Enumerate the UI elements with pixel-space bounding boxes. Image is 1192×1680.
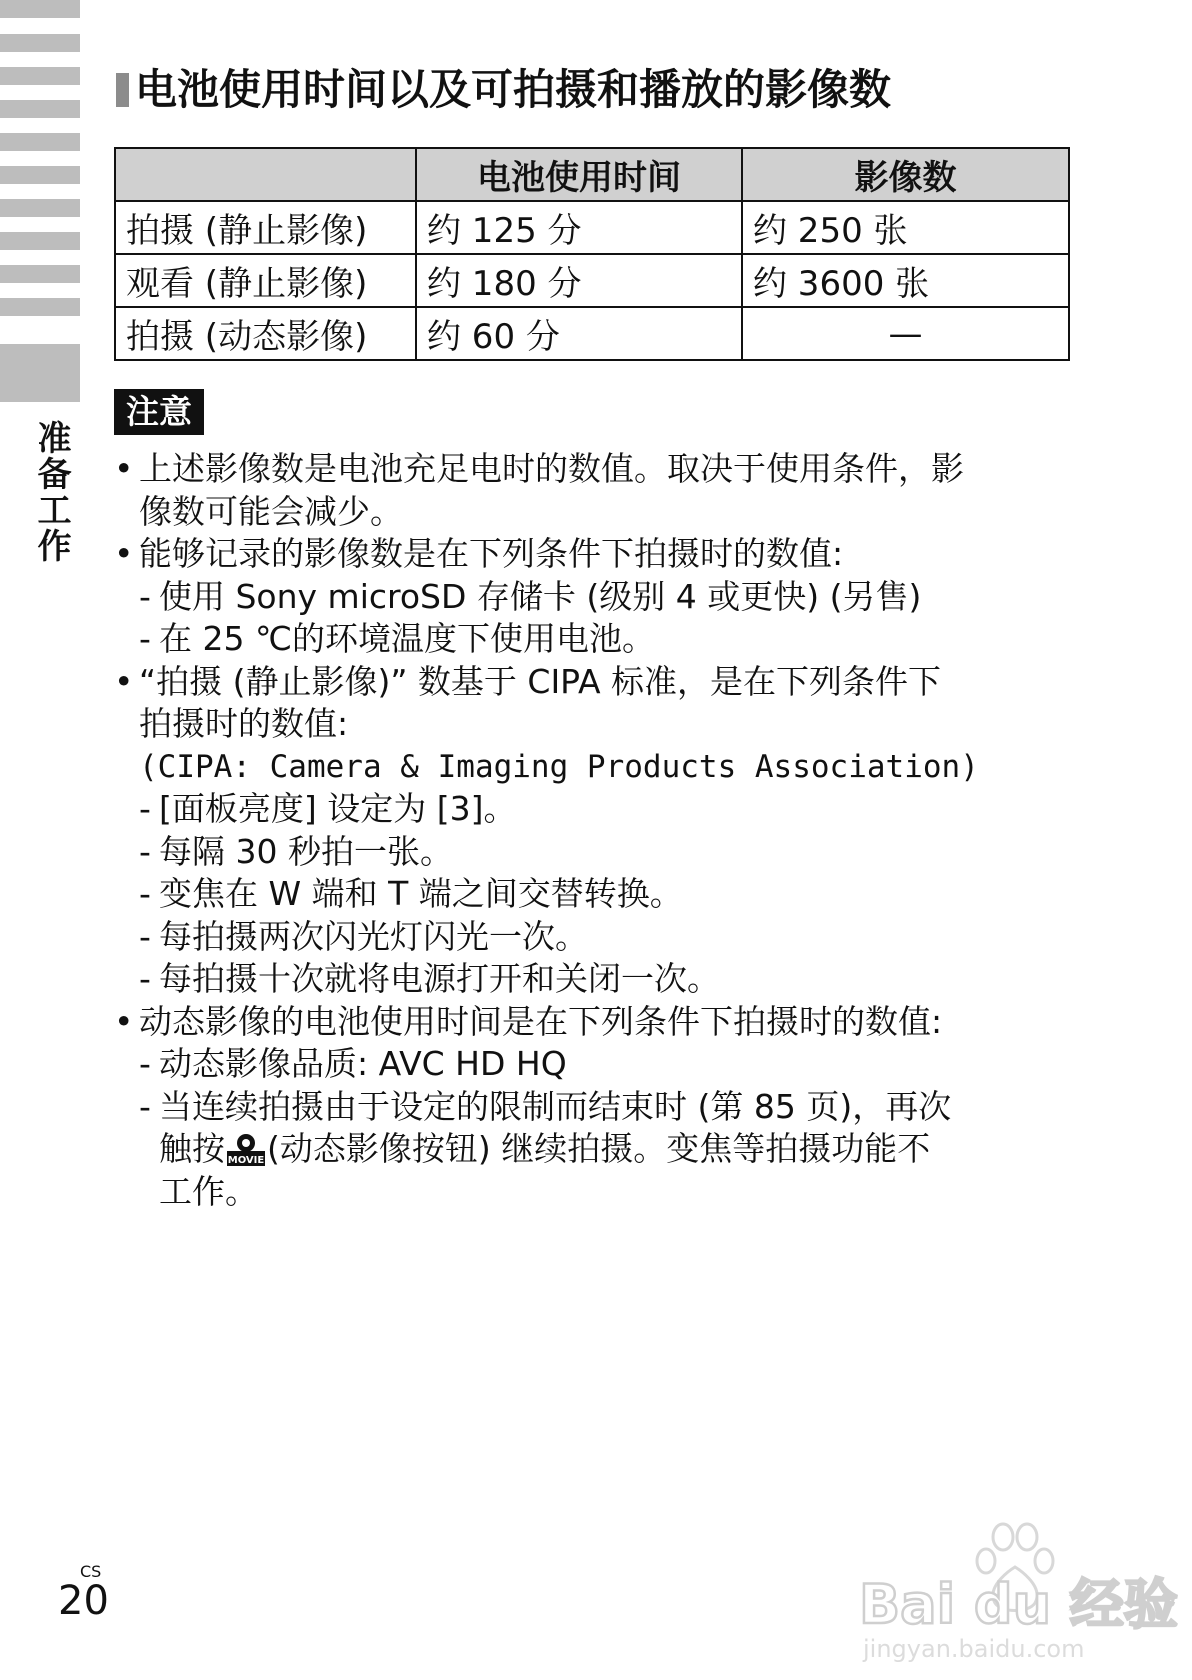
note-continuation: 像数可能会减少。 xyxy=(139,491,403,531)
note-bullet xyxy=(114,1001,1074,1044)
strip-bar xyxy=(0,34,80,52)
dash: - xyxy=(139,831,151,871)
note-text: 每拍摄两次闪光灯闪光一次。 xyxy=(159,916,588,956)
note-sub-item xyxy=(114,1086,1074,1129)
note-sub-item xyxy=(114,576,1074,619)
note-text: 每隔 30 秒拍一张。 xyxy=(159,831,453,871)
section-tab-label: 准备工作 xyxy=(31,420,71,564)
note-text: 当连续拍摄由于设定的限制而结束时 (第 85 页)，再次 xyxy=(159,1086,952,1126)
strip-bar xyxy=(0,265,80,283)
table-cell: 拍摄 (动态影像) xyxy=(115,307,416,360)
table-row xyxy=(115,254,1069,307)
note-sub-item xyxy=(114,788,1074,831)
language-code: CS xyxy=(80,1562,102,1581)
strip-block xyxy=(0,344,80,402)
page-number: 20 xyxy=(58,1578,109,1624)
note-sub-item xyxy=(114,831,1074,874)
page-title-text: 电池使用时间以及可拍摄和播放的影像数 xyxy=(135,65,892,114)
strip-bar xyxy=(0,67,80,85)
note-text: 使用 Sony microSD 存储卡 (级别 4 或更快) (另售) xyxy=(159,576,922,616)
dash: - xyxy=(139,959,151,998)
note-text: 能够记录的影像数是在下列条件下拍摄时的数值: xyxy=(139,534,844,573)
strip-bar xyxy=(0,0,80,18)
table-cell: 约 60 分 xyxy=(416,307,742,360)
note-text: 触按 xyxy=(159,1129,225,1168)
table-header-row xyxy=(115,148,1069,201)
movie-icon-label: MOVIE xyxy=(227,1155,265,1166)
note-bullet xyxy=(114,661,1074,704)
note-text: 在 25 ℃的环境温度下使用电池。 xyxy=(159,619,656,658)
note-text: “拍摄 (静止影像)” 数基于 CIPA 标准，是在下列条件下 xyxy=(139,661,942,701)
bullet-dot: • xyxy=(114,1001,134,1041)
strip-bar xyxy=(0,298,80,316)
dash: - xyxy=(139,576,151,616)
note-bullet xyxy=(114,533,1074,576)
strip-bar xyxy=(0,199,80,217)
table-cell: 约 3600 张 xyxy=(742,254,1069,307)
note-text: 动态影像的电池使用时间是在下列条件下拍摄时的数值: xyxy=(139,1001,943,1041)
note-continuation: 拍摄时的数值: xyxy=(139,704,349,743)
table-header-cell: 电池使用时间 xyxy=(416,148,742,201)
bullet-dot: • xyxy=(114,661,134,701)
note-sub-item xyxy=(114,873,1074,916)
dash: - xyxy=(139,874,151,913)
strip-bar xyxy=(0,100,80,118)
movie-button-icon xyxy=(227,1132,265,1166)
watermark-brand: Bai du 经验 xyxy=(859,1573,1178,1636)
table-cell: 拍摄 (静止影像) xyxy=(115,201,416,254)
table-cell: — xyxy=(742,307,1069,360)
dash: - xyxy=(139,789,151,828)
table-row xyxy=(115,307,1069,360)
notes-list xyxy=(114,448,1074,1213)
dash: - xyxy=(139,619,151,658)
note-continuation: (CIPA: Camera & Imaging Products Association) xyxy=(139,748,979,785)
note-text: 上述影像数是电池充足电时的数值。取决于使用条件，影 xyxy=(139,449,964,488)
note-sub-item xyxy=(114,1043,1074,1086)
note-text: [面板亮度] 设定为 [3]。 xyxy=(159,789,517,828)
note-bullet xyxy=(114,448,1074,491)
note-sub-item xyxy=(114,618,1074,661)
note-text: 动态影像品质: AVC HD HQ xyxy=(159,1044,567,1083)
note-text: 变焦在 W 端和 T 端之间交替转换。 xyxy=(159,874,683,913)
note-text: 每拍摄十次就将电源打开和关闭一次。 xyxy=(159,959,720,998)
table-cell: 约 250 张 xyxy=(742,201,1069,254)
page-title xyxy=(116,62,1116,118)
table-cell: 约 180 分 xyxy=(416,254,742,307)
battery-table xyxy=(114,147,1070,361)
dash: - xyxy=(139,1086,151,1126)
note-sub-item xyxy=(114,958,1074,1001)
note-text: (动态影像按钮) 继续拍摄。变焦等拍摄功能不 xyxy=(267,1129,931,1168)
strip-bar xyxy=(0,166,80,184)
note-continuation: 工作。 xyxy=(159,1171,258,1211)
watermark-url: jingyan.baidu.com xyxy=(863,1635,1085,1663)
table-header-cell xyxy=(115,148,416,201)
title-marker xyxy=(116,73,129,107)
table-cell: 约 125 分 xyxy=(416,201,742,254)
strip-bar xyxy=(0,232,80,250)
bullet-dot: • xyxy=(114,534,134,573)
bullet-dot: • xyxy=(114,449,134,488)
table-header-cell: 影像数 xyxy=(742,148,1069,201)
note-label: 注意 xyxy=(114,389,204,435)
table-cell: 观看 (静止影像) xyxy=(115,254,416,307)
strip-bar xyxy=(0,133,80,151)
note-continuation xyxy=(114,1128,1074,1171)
note-sub-item xyxy=(114,916,1074,959)
table-row xyxy=(115,201,1069,254)
dash: - xyxy=(139,916,151,956)
baidu-watermark xyxy=(855,1515,1178,1665)
dash: - xyxy=(139,1044,151,1083)
